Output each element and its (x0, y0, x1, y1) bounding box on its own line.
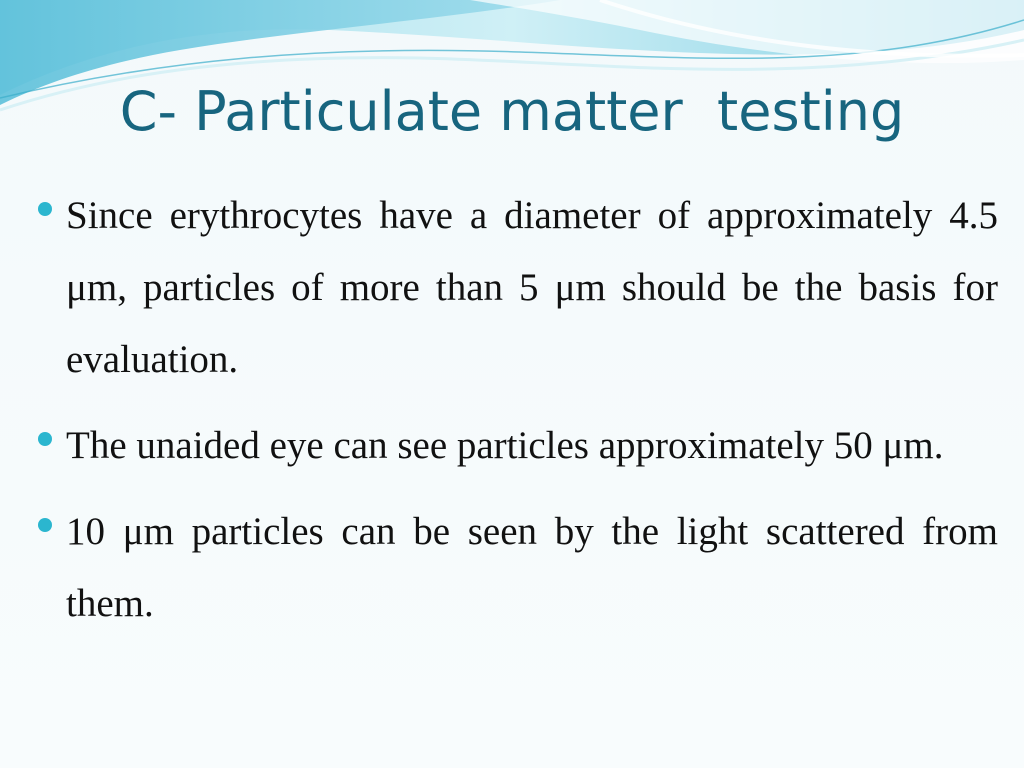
bullet-text: Since erythrocytes have a diameter of approximately 4.5 μm, particles of more than 5 μm should be the basis for evaluation. (66, 194, 998, 381)
bullet-item (38, 410, 998, 482)
slide-title: C- Particulate matter testing (119, 80, 905, 143)
bullet-dot-icon (38, 518, 52, 532)
bullet-text: The unaided eye can see particles approximately 50 μm. (66, 424, 944, 467)
bullet-item (38, 180, 998, 396)
bullet-dot-icon (38, 202, 52, 216)
bullet-item (38, 496, 998, 640)
bullet-text: 10 μm particles can be seen by the light scattered from them. (66, 510, 998, 625)
bullet-dot-icon (38, 432, 52, 446)
bullet-list (38, 180, 998, 654)
